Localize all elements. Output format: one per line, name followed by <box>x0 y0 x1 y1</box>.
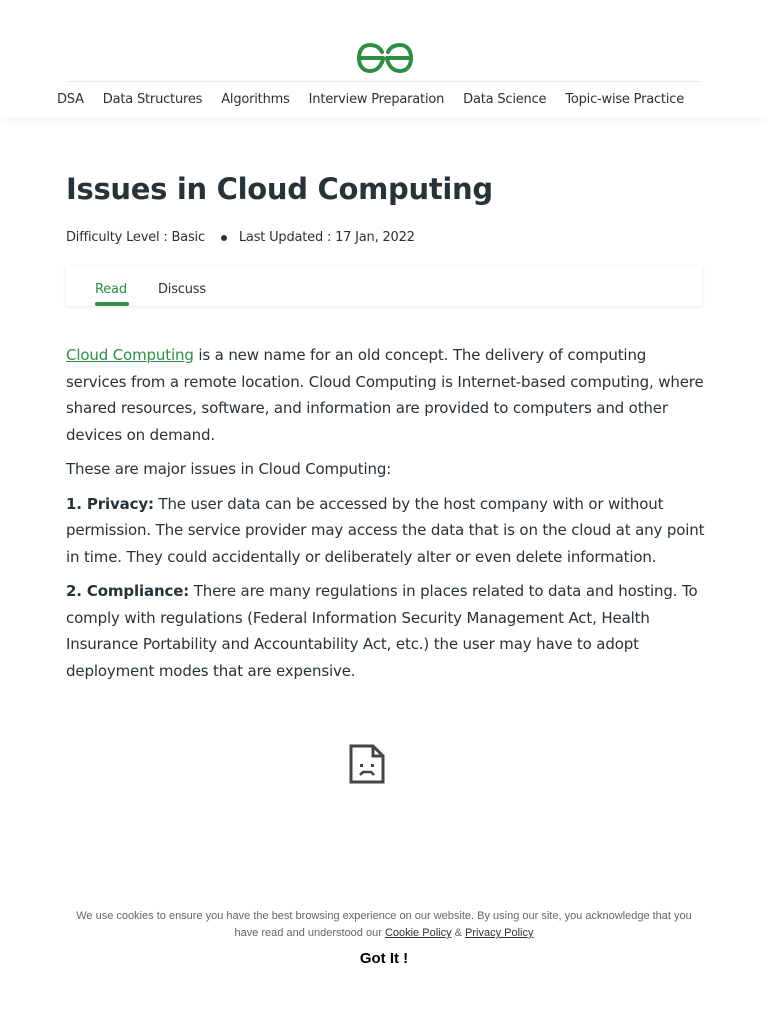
issue-privacy <box>66 491 706 571</box>
cookie-amp: & <box>451 927 466 939</box>
issue-text: There are many regulations in places related to data and hosting. To comply with regulations (Federal Information Security Management Act, Health Insurance Portability and Accountability Act, etc.) the user may have to adopt deployment modes that are expensive. <box>66 582 698 680</box>
article-tabs <box>66 266 702 306</box>
cloud-computing-link[interactable]: Cloud Computing <box>66 346 194 364</box>
separator-dot <box>221 235 227 241</box>
nav-track <box>57 82 703 116</box>
last-updated: Last Updated : 17 Jan, 2022 <box>238 230 415 245</box>
tab-read[interactable]: Read <box>95 282 127 297</box>
lead-paragraph: These are major issues in Cloud Computing: <box>66 460 392 478</box>
intro-text: is a new name for an old concept. The delivery of computing services from a remote location. Cloud Computing is Internet-based computing, where shared resources, software, and information are provided to computers and other devices on demand. <box>66 346 704 444</box>
nav-item-interview-preparation[interactable]: Interview Preparation <box>308 91 445 107</box>
nav-item-dsa[interactable]: DSA <box>57 91 84 107</box>
intro-paragraph <box>66 342 706 448</box>
page-title: Issues in Cloud Computing <box>66 172 493 206</box>
gfg-logo[interactable] <box>355 42 415 74</box>
broken-image-icon <box>349 744 385 784</box>
cookie-text <box>74 908 694 942</box>
nav-item-data-science[interactable]: Data Science <box>463 91 547 107</box>
main-nav <box>57 82 702 116</box>
article-body <box>66 342 706 692</box>
issue-compliance <box>66 578 706 684</box>
article-meta <box>66 230 415 245</box>
cookie-policy-link[interactable]: Cookie Policy <box>384 927 452 939</box>
cookie-banner <box>0 908 768 968</box>
difficulty-level: Difficulty Level : Basic <box>66 230 205 245</box>
cookie-message: We use cookies to ensure you have the best browsing experience on our website. By using our site, you acknowledge that you have read and understood our <box>76 910 692 939</box>
issue-label: 2. Compliance: <box>66 582 190 600</box>
nav-item-algorithms[interactable]: Algorithms <box>221 91 290 107</box>
issue-text: The user data can be accessed by the host company with or without permission. The service provider may access the data that is on the cloud at any point in time. They could accidentally or deliberately alter or even delete information. <box>66 494 705 566</box>
issue-label: 1. Privacy: <box>66 494 154 513</box>
site-header <box>0 0 768 118</box>
active-tab-indicator <box>95 302 129 306</box>
nav-item-data-structures[interactable]: Data Structures <box>102 91 203 107</box>
nav-item-topic-wise-practice[interactable]: Topic-wise Practice <box>565 91 684 107</box>
got-it-button[interactable]: Got It ! <box>359 950 409 967</box>
tab-discuss[interactable]: Discuss <box>158 282 206 297</box>
privacy-policy-link[interactable]: Privacy Policy <box>465 927 534 939</box>
